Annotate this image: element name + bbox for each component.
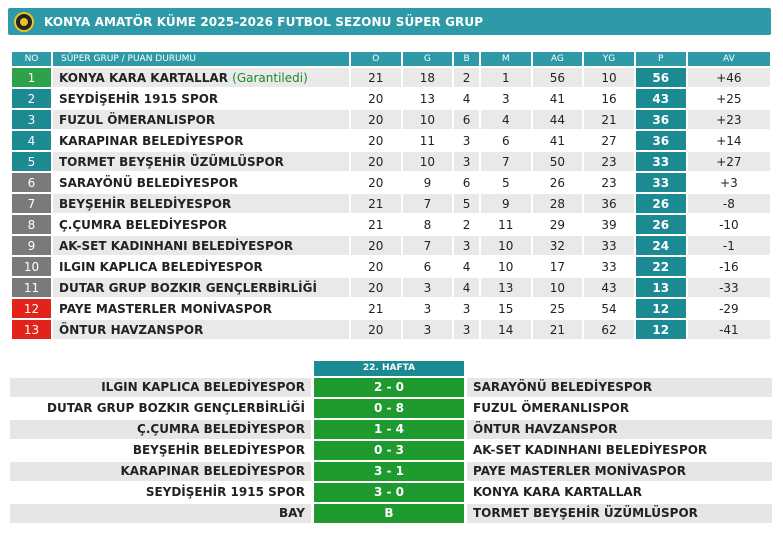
standings-header-row: [12, 52, 770, 66]
lost-cell: 9: [481, 194, 531, 213]
drawn-cell: 3: [454, 236, 479, 255]
away-team: PAYE MASTERLER MONİVASPOR: [467, 462, 772, 481]
goals-against-cell: 23: [584, 152, 634, 171]
home-team: SEYDİŞEHİR 1915 SPOR: [10, 483, 311, 502]
won-cell: 11: [403, 131, 453, 150]
goal-diff-cell: -16: [688, 257, 770, 276]
team-name: [53, 173, 349, 192]
standings-row: [12, 68, 770, 87]
goals-for-cell: 50: [533, 152, 583, 171]
away-team: SARAYÖNÜ BELEDİYESPOR: [467, 378, 772, 397]
match-row: [10, 420, 772, 439]
col-points: P: [636, 52, 686, 66]
won-cell: 18: [403, 68, 453, 87]
team-label: BEYŞEHİR BELEDİYESPOR: [59, 196, 232, 211]
drawn-cell: 3: [454, 320, 479, 339]
standings-row: [12, 173, 770, 192]
goals-for-cell: 44: [533, 110, 583, 129]
won-cell: 7: [403, 236, 453, 255]
position-badge: 4: [12, 131, 51, 150]
played-cell: 21: [351, 215, 401, 234]
week-header: 22. HAFTA: [314, 361, 464, 376]
col-no: NO: [12, 52, 51, 66]
match-row: [10, 504, 772, 523]
team-name: [53, 215, 349, 234]
team-label: SEYDİŞEHİR 1915 SPOR: [59, 91, 219, 106]
col-drawn: B: [454, 52, 479, 66]
goal-diff-cell: -1: [688, 236, 770, 255]
team-label: KARAPINAR BELEDİYESPOR: [59, 133, 244, 148]
title-bar: [8, 8, 771, 35]
points-cell: 13: [636, 278, 686, 297]
goals-for-cell: 41: [533, 89, 583, 108]
goal-diff-cell: +27: [688, 152, 770, 171]
goals-for-cell: 41: [533, 131, 583, 150]
team-name: [53, 299, 349, 318]
team-label: KONYA KARA KARTALLAR: [59, 70, 228, 85]
team-name: [53, 68, 349, 87]
lost-cell: 13: [481, 278, 531, 297]
goals-against-cell: 62: [584, 320, 634, 339]
played-cell: 20: [351, 320, 401, 339]
standings-row: [12, 110, 770, 129]
played-cell: 20: [351, 257, 401, 276]
goals-for-cell: 17: [533, 257, 583, 276]
match-row: [10, 462, 772, 481]
points-cell: 33: [636, 173, 686, 192]
team-name: [53, 278, 349, 297]
points-cell: 24: [636, 236, 686, 255]
position-badge: 7: [12, 194, 51, 213]
position-badge: 1: [12, 68, 51, 87]
points-cell: 12: [636, 320, 686, 339]
goals-against-cell: 16: [584, 89, 634, 108]
league-logo-icon: [14, 12, 34, 32]
played-cell: 20: [351, 152, 401, 171]
goals-against-cell: 21: [584, 110, 634, 129]
goals-for-cell: 21: [533, 320, 583, 339]
team-name: [53, 131, 349, 150]
standings-row: [12, 278, 770, 297]
won-cell: 7: [403, 194, 453, 213]
match-score: 1 - 4: [314, 420, 464, 439]
won-cell: 10: [403, 152, 453, 171]
lost-cell: 10: [481, 236, 531, 255]
points-cell: 56: [636, 68, 686, 87]
match-row: [10, 483, 772, 502]
played-cell: 21: [351, 299, 401, 318]
match-score: 2 - 0: [314, 378, 464, 397]
points-cell: 36: [636, 131, 686, 150]
match-score: 3 - 1: [314, 462, 464, 481]
col-goals-against: YG: [584, 52, 634, 66]
drawn-cell: 4: [454, 89, 479, 108]
won-cell: 10: [403, 110, 453, 129]
match-score: 0 - 8: [314, 399, 464, 418]
match-score: 3 - 0: [314, 483, 464, 502]
lost-cell: 11: [481, 215, 531, 234]
standings-row: [12, 194, 770, 213]
team-label: Ç.ÇUMRA BELEDİYESPOR: [59, 217, 227, 232]
col-team: SÜPER GRUP / PUAN DURUMU: [53, 52, 349, 66]
lost-cell: 1: [481, 68, 531, 87]
standings-table: [10, 50, 772, 341]
home-team: BEYŞEHİR BELEDİYESPOR: [10, 441, 311, 460]
position-badge: 2: [12, 89, 51, 108]
won-cell: 13: [403, 89, 453, 108]
team-note: (Garantiledi): [232, 70, 308, 85]
goal-diff-cell: +46: [688, 68, 770, 87]
drawn-cell: 4: [454, 257, 479, 276]
drawn-cell: 3: [454, 152, 479, 171]
played-cell: 21: [351, 194, 401, 213]
match-row: [10, 441, 772, 460]
won-cell: 8: [403, 215, 453, 234]
team-name: [53, 194, 349, 213]
home-team: Ç.ÇUMRA BELEDİYESPOR: [10, 420, 311, 439]
standings-row: [12, 215, 770, 234]
points-cell: 36: [636, 110, 686, 129]
goals-for-cell: 28: [533, 194, 583, 213]
team-name: [53, 257, 349, 276]
goals-for-cell: 29: [533, 215, 583, 234]
match-score: 0 - 3: [314, 441, 464, 460]
goals-against-cell: 10: [584, 68, 634, 87]
points-cell: 26: [636, 194, 686, 213]
away-team: ÖNTUR HAVZANSPOR: [467, 420, 772, 439]
goals-against-cell: 23: [584, 173, 634, 192]
lost-cell: 6: [481, 131, 531, 150]
goal-diff-cell: -41: [688, 320, 770, 339]
lost-cell: 4: [481, 110, 531, 129]
drawn-cell: 6: [454, 110, 479, 129]
played-cell: 21: [351, 68, 401, 87]
points-cell: 22: [636, 257, 686, 276]
position-badge: 6: [12, 173, 51, 192]
standings-row: [12, 257, 770, 276]
position-badge: 11: [12, 278, 51, 297]
points-cell: 12: [636, 299, 686, 318]
team-label: ÖNTUR HAVZANSPOR: [59, 322, 204, 337]
col-goal-diff: AV: [688, 52, 770, 66]
team-label: PAYE MASTERLER MONİVASPOR: [59, 301, 272, 316]
position-badge: 10: [12, 257, 51, 276]
page-title: KONYA AMATÖR KÜME 2025-2026 FUTBOL SEZONU SÜPER GRUP: [44, 14, 484, 29]
drawn-cell: 4: [454, 278, 479, 297]
team-label: AK-SET KADINHANI BELEDİYESPOR: [59, 238, 294, 253]
position-badge: 5: [12, 152, 51, 171]
won-cell: 3: [403, 299, 453, 318]
team-label: SARAYÖNÜ BELEDİYESPOR: [59, 175, 239, 190]
lost-cell: 15: [481, 299, 531, 318]
lost-cell: 14: [481, 320, 531, 339]
match-score: B: [314, 504, 464, 523]
standings-row: [12, 131, 770, 150]
goals-for-cell: 32: [533, 236, 583, 255]
won-cell: 9: [403, 173, 453, 192]
lost-cell: 10: [481, 257, 531, 276]
team-name: [53, 236, 349, 255]
away-team: TORMET BEYŞEHİR ÜZÜMLÜSPOR: [467, 504, 772, 523]
played-cell: 20: [351, 173, 401, 192]
standings-row: [12, 236, 770, 255]
played-cell: 20: [351, 110, 401, 129]
goal-diff-cell: +14: [688, 131, 770, 150]
goal-diff-cell: +25: [688, 89, 770, 108]
drawn-cell: 2: [454, 68, 479, 87]
goal-diff-cell: -10: [688, 215, 770, 234]
played-cell: 20: [351, 278, 401, 297]
team-label: TORMET BEYŞEHİR ÜZÜMLÜSPOR: [59, 154, 284, 169]
goal-diff-cell: -29: [688, 299, 770, 318]
col-won: G: [403, 52, 453, 66]
away-team: FUZUL ÖMERANLISPOR: [467, 399, 772, 418]
team-name: [53, 110, 349, 129]
position-badge: 8: [12, 215, 51, 234]
played-cell: 20: [351, 89, 401, 108]
position-badge: 9: [12, 236, 51, 255]
lost-cell: 7: [481, 152, 531, 171]
drawn-cell: 2: [454, 215, 479, 234]
team-name: [53, 320, 349, 339]
goals-against-cell: 36: [584, 194, 634, 213]
goals-for-cell: 56: [533, 68, 583, 87]
standings-row: [12, 299, 770, 318]
drawn-cell: 3: [454, 299, 479, 318]
standings-row: [12, 152, 770, 171]
team-label: DUTAR GRUP BOZKIR GENÇLERBİRLİĞİ: [59, 280, 317, 295]
standings-row: [12, 320, 770, 339]
goals-against-cell: 33: [584, 257, 634, 276]
away-team: KONYA KARA KARTALLAR: [467, 483, 772, 502]
goal-diff-cell: +23: [688, 110, 770, 129]
standings-row: [12, 89, 770, 108]
goal-diff-cell: -8: [688, 194, 770, 213]
points-cell: 43: [636, 89, 686, 108]
drawn-cell: 6: [454, 173, 479, 192]
goals-against-cell: 54: [584, 299, 634, 318]
won-cell: 3: [403, 278, 453, 297]
goal-diff-cell: -33: [688, 278, 770, 297]
won-cell: 6: [403, 257, 453, 276]
team-label: FUZUL ÖMERANLISPOR: [59, 112, 216, 127]
match-row: [10, 378, 772, 397]
points-cell: 26: [636, 215, 686, 234]
team-label: ILGIN KAPLICA BELEDİYESPOR: [59, 259, 263, 274]
away-team: AK-SET KADINHANI BELEDİYESPOR: [467, 441, 772, 460]
drawn-cell: 3: [454, 131, 479, 150]
points-cell: 33: [636, 152, 686, 171]
position-badge: 13: [12, 320, 51, 339]
goals-for-cell: 10: [533, 278, 583, 297]
col-played: O: [351, 52, 401, 66]
position-badge: 12: [12, 299, 51, 318]
home-team: BAY: [10, 504, 311, 523]
team-name: [53, 152, 349, 171]
goal-diff-cell: +3: [688, 173, 770, 192]
goals-against-cell: 43: [584, 278, 634, 297]
won-cell: 3: [403, 320, 453, 339]
home-team: DUTAR GRUP BOZKIR GENÇLERBİRLİĞİ: [10, 399, 311, 418]
match-row: [10, 399, 772, 418]
team-name: [53, 89, 349, 108]
goals-for-cell: 25: [533, 299, 583, 318]
col-lost: M: [481, 52, 531, 66]
played-cell: 20: [351, 131, 401, 150]
position-badge: 3: [12, 110, 51, 129]
col-goals-for: AG: [533, 52, 583, 66]
goals-against-cell: 27: [584, 131, 634, 150]
home-team: ILGIN KAPLICA BELEDİYESPOR: [10, 378, 311, 397]
played-cell: 20: [351, 236, 401, 255]
lost-cell: 3: [481, 89, 531, 108]
home-team: KARAPINAR BELEDİYESPOR: [10, 462, 311, 481]
goals-for-cell: 26: [533, 173, 583, 192]
goals-against-cell: 39: [584, 215, 634, 234]
drawn-cell: 5: [454, 194, 479, 213]
goals-against-cell: 33: [584, 236, 634, 255]
lost-cell: 5: [481, 173, 531, 192]
